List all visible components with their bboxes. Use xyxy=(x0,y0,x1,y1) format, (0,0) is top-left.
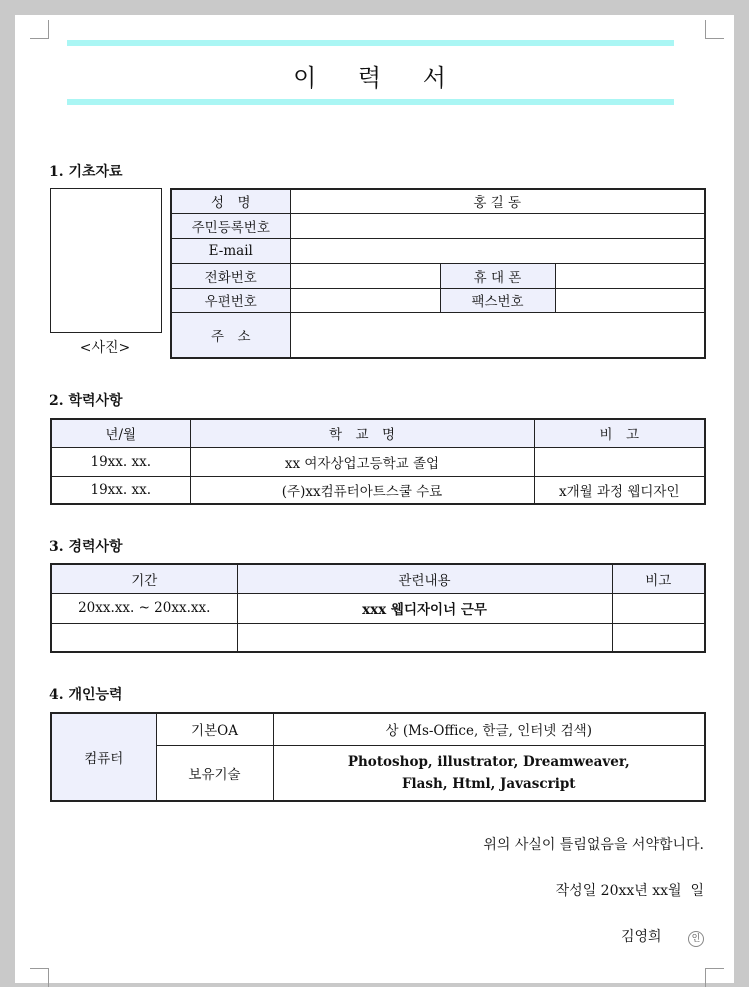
cell-date: 19xx. xx. xyxy=(51,447,190,476)
label-mobile: 휴 대 폰 xyxy=(440,263,555,288)
column-header: 년/월 xyxy=(51,419,190,447)
column-header: 학 교 명 xyxy=(190,419,534,447)
skills-table xyxy=(50,712,706,802)
label-name: 성 명 xyxy=(171,189,290,213)
signature-line xyxy=(621,926,704,947)
cell-content xyxy=(237,623,612,652)
skill-value-line: Photoshop, illustrator, Dreamweaver, xyxy=(347,753,630,770)
cell-period xyxy=(51,623,237,652)
value-address xyxy=(290,312,705,358)
photo-caption: <사진> xyxy=(79,340,131,356)
skill-value: 상 (Ms-Office, 한글, 인터넷 검색) xyxy=(273,713,705,745)
cell-school: xx 여자상업고등학교 졸업 xyxy=(190,447,534,476)
document-title: 이 력 서 xyxy=(293,64,448,92)
cell-date: 19xx. xx. xyxy=(51,476,190,504)
cell-note: x개월 과정 웹디자인 xyxy=(534,476,705,504)
column-header: 기간 xyxy=(51,564,237,593)
value-email xyxy=(290,238,705,263)
column-header: 관련내용 xyxy=(237,564,612,593)
cell-period: 20xx.xx. ~ 20xx.xx. xyxy=(51,593,237,623)
table-row xyxy=(51,447,705,476)
education-table xyxy=(50,418,706,505)
cell-note xyxy=(612,593,705,623)
value-fax xyxy=(555,288,705,312)
skill-label: 보유기술 xyxy=(156,745,273,801)
corner-mark xyxy=(30,968,49,987)
skill-value xyxy=(273,745,705,801)
signer-name: 김영희 xyxy=(620,929,662,945)
table-row xyxy=(51,476,705,504)
value-phone xyxy=(290,263,440,288)
section-heading-basic: 1. 기초자료 xyxy=(49,164,123,180)
label-fax: 팩스번호 xyxy=(440,288,555,312)
table-row xyxy=(51,623,705,652)
column-header: 비고 xyxy=(612,564,705,593)
value-mobile xyxy=(555,263,705,288)
section-heading-education: 2. 학력사항 xyxy=(49,393,123,409)
seal-icon: 인 xyxy=(688,931,704,947)
value-zip xyxy=(290,288,440,312)
title-rule-top xyxy=(67,40,674,46)
label-email: E-mail xyxy=(171,238,290,263)
career-table xyxy=(50,563,706,653)
section-heading-career: 3. 경력사항 xyxy=(49,539,123,555)
photo-box xyxy=(50,188,162,333)
statement: 위의 사실이 틀림없음을 서약합니다. xyxy=(483,837,704,853)
cell-content: xxx 웹디자이너 근무 xyxy=(237,593,612,623)
date-line: 작성일 20xx년 xx월 일 xyxy=(555,883,704,899)
label-address: 주 소 xyxy=(171,312,290,358)
title-rule-bottom xyxy=(67,99,674,105)
table-row xyxy=(51,593,705,623)
cell-school: (주)xx컴퓨터아트스쿨 수료 xyxy=(190,476,534,504)
section-heading-skills: 4. 개인능력 xyxy=(49,687,123,703)
corner-mark xyxy=(705,968,724,987)
value-rrn xyxy=(290,213,705,238)
cell-note xyxy=(534,447,705,476)
corner-mark xyxy=(30,20,49,39)
skills-category: 컴퓨터 xyxy=(51,713,156,801)
label-zip: 우편번호 xyxy=(171,288,290,312)
value-name: 홍 길 동 xyxy=(290,189,705,213)
label-phone: 전화번호 xyxy=(171,263,290,288)
basic-info-table xyxy=(170,188,706,359)
corner-mark xyxy=(705,20,724,39)
column-header: 비 고 xyxy=(534,419,705,447)
skill-value-line: Flash, Html, Javascript xyxy=(401,775,576,792)
label-rrn: 주민등록번호 xyxy=(171,213,290,238)
cell-note xyxy=(612,623,705,652)
skill-label: 기본OA xyxy=(156,713,273,745)
